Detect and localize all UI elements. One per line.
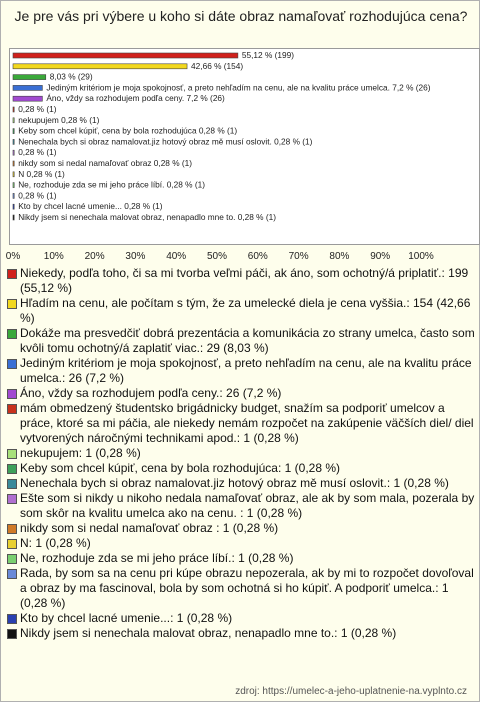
legend-item <box>7 551 477 566</box>
bar-9 <box>13 139 14 144</box>
bar-label-6: 0,28 % (1) <box>18 104 57 114</box>
legend-label: N: 1 (0,28 %) <box>20 536 91 550</box>
bar-label-8: Keby som chcel kúpiť, cena by bola rozhodujúca 0,28 % (1) <box>18 125 238 136</box>
legend-item <box>7 611 477 626</box>
legend-swatch <box>7 389 17 399</box>
legend-item <box>7 446 477 461</box>
bar-13 <box>13 183 14 188</box>
legend-label: nekupujem: 1 (0,28 %) <box>20 446 141 460</box>
legend-swatch <box>7 494 17 504</box>
x-tick-label: 20% <box>84 251 105 262</box>
chart-title: Je pre vás pri výbere u koho si dáte obraz namaľovať rozhodujúca cena? <box>14 8 468 24</box>
legend-swatch <box>7 554 17 564</box>
legend-swatch <box>7 614 17 624</box>
bar-10 <box>13 150 14 155</box>
bar-15 <box>13 204 14 209</box>
x-tick-label: 0% <box>5 251 21 262</box>
legend-item <box>7 626 477 641</box>
bar-label-5: Áno, vždy sa rozhodujem podľa ceny. 7,2 % (26) <box>46 93 225 104</box>
x-tick-label: 70% <box>288 251 309 262</box>
bar-label-14: 0,28 % (1) <box>18 190 57 201</box>
legend-swatch <box>7 359 17 369</box>
legend-item <box>7 536 477 551</box>
legend-item <box>7 521 477 536</box>
x-tick-label: 30% <box>125 251 146 262</box>
legend-swatch <box>7 539 17 549</box>
x-tick-label: 50% <box>206 251 228 262</box>
x-tick-label: 90% <box>370 251 391 262</box>
legend-item <box>7 266 477 296</box>
legend-item <box>7 386 477 401</box>
x-tick-label: 40% <box>166 251 187 262</box>
legend-label: Kto by chcel lacné umenie...: 1 (0,28 %) <box>20 611 233 625</box>
legend-label: nikdy som si nedal namaľovať obraz : 1 (0,28 %) <box>20 521 279 535</box>
legend-item <box>7 461 477 476</box>
bar-3 <box>13 75 46 80</box>
legend-label: Jediným kritériom je moja spokojnosť, a preto nehľadím na cenu, ale na kvalitu práce umelca.: 26 (7,2 %) <box>20 356 472 385</box>
legend-label: Hľadím na cenu, ale počítam s tým, že za umelecké diela je cena vyššia.: 154 (42,66 %) <box>20 296 471 325</box>
legend-label: Ne, rozhoduje zda se mi jeho práce líbí.: 1 (0,28 %) <box>20 551 294 565</box>
bar-label-16: Nikdy jsem si nenechala malovat obraz, nenapadlo mne to. 0,28 % (1) <box>18 212 277 222</box>
bar-label-15: Kto by chcel lacné umenie... 0,28 % (1) <box>18 201 163 212</box>
legend-label: Ešte som si nikdy u nikoho nedala namaľovať obraz, ale ak by som mala, pozerala by som skôr na kvalitu umelca ako na cenu. : 1 (0,28 %) <box>20 491 475 520</box>
legend-swatch <box>7 569 17 579</box>
legend-swatch <box>7 524 17 534</box>
bar-7 <box>13 118 14 123</box>
bar-chart <box>1 1 480 266</box>
source-note: zdroj: https://umelec-a-jeho-uplatnenie-na.vyplnto.cz <box>235 686 467 697</box>
bar-16 <box>13 215 14 220</box>
bar-4 <box>13 85 42 90</box>
legend-item <box>7 491 477 521</box>
legend-item <box>7 476 477 491</box>
bar-11 <box>13 161 14 166</box>
legend-swatch <box>7 299 17 309</box>
bar-label-10: 0,28 % (1) <box>18 147 57 158</box>
legend-label: Nikdy jsem si nenechala malovat obraz, nenapadlo mne to.: 1 (0,28 %) <box>20 626 397 640</box>
x-tick-label: 10% <box>43 251 64 262</box>
bar-label-1: 55,12 % (199) <box>241 50 295 60</box>
x-tick-label: 100% <box>408 251 434 262</box>
legend-item <box>7 566 477 611</box>
bar-label-9: Nenechala bych si obraz namalovat.jiz hotový obraz mě musí oslovit. 0,28 % (1) <box>18 136 313 147</box>
legend-label: Niekedy, podľa toho, či sa mi tvorba veľmi páči, ak áno, som ochotný/á priplatiť.: 199 (55,12 %) <box>20 266 469 295</box>
bar-label-11: nikdy som si nedal namaľovať obraz 0,28 % (1) <box>18 158 193 168</box>
bar-label-2: 42,66 % (154) <box>191 60 244 71</box>
legend-label: Nenechala bych si obraz namalovat.jiz hotový obraz mě musí oslovit.: 1 (0,28 %) <box>20 476 449 490</box>
bar-label-12: N 0,28 % (1) <box>18 168 65 179</box>
bar-12 <box>13 172 14 177</box>
legend-item <box>7 356 477 386</box>
bar-label-13: Ne, rozhoduje zda se mi jeho práce líbí. 0,28 % (1) <box>18 179 205 190</box>
bar-6 <box>13 107 14 112</box>
legend-label: Keby som chcel kúpiť, cena by bola rozhodujúca: 1 (0,28 %) <box>20 461 341 475</box>
x-tick-label: 60% <box>247 251 268 262</box>
legend-swatch <box>7 629 17 639</box>
legend-swatch <box>7 329 17 339</box>
bar-2 <box>13 64 187 69</box>
legend-label: mám obmedzený študentsko brigádnicky budget, snažím sa podporiť umelcov a práce, ktoré sa mi páčia, ale niekedy nemám rozpočet na zakúpenie väčších diel/ diel vytvorených náročnými technikami apod.: 1 (0,28 %) <box>20 401 474 445</box>
bar-8 <box>13 129 14 134</box>
bar-5 <box>13 96 42 101</box>
legend-swatch <box>7 404 17 414</box>
legend-label: Dokáže ma presvedčiť dobrá prezentácia a komunikácia zo strany umelca, často som kvôli tomu ochotný/á zaplatiť viac.: 29 (8,03 %) <box>20 326 475 355</box>
bar-label-4: Jediným kritériom je moja spokojnosť, a preto nehľadím na cenu, ale na kvalitu práce umelca. 7,2 % (26) <box>46 82 431 93</box>
x-tick-label: 80% <box>329 251 350 262</box>
bar-1 <box>13 53 238 58</box>
bar-label-3: 8,03 % (29) <box>49 71 93 82</box>
legend-swatch <box>7 479 17 489</box>
bar-14 <box>13 193 14 198</box>
bar-label-7: nekupujem 0,28 % (1) <box>18 114 100 125</box>
legend-item <box>7 326 477 356</box>
legend-label: Áno, vždy sa rozhodujem podľa ceny.: 26 (7,2 %) <box>20 386 282 400</box>
legend <box>7 266 477 641</box>
legend-swatch <box>7 269 17 279</box>
legend-label: Rada, by som sa na cenu pri kúpe obrazu nepozerala, ak by mi to rozpočet dovoľoval a obraz by ma fascinoval, bola by som ochotná si ho kúpiť. A podporiť umelca.: 1 (0,28 %) <box>20 566 474 610</box>
legend-swatch <box>7 449 17 459</box>
legend-item <box>7 296 477 326</box>
legend-swatch <box>7 464 17 474</box>
legend-item <box>7 401 477 446</box>
